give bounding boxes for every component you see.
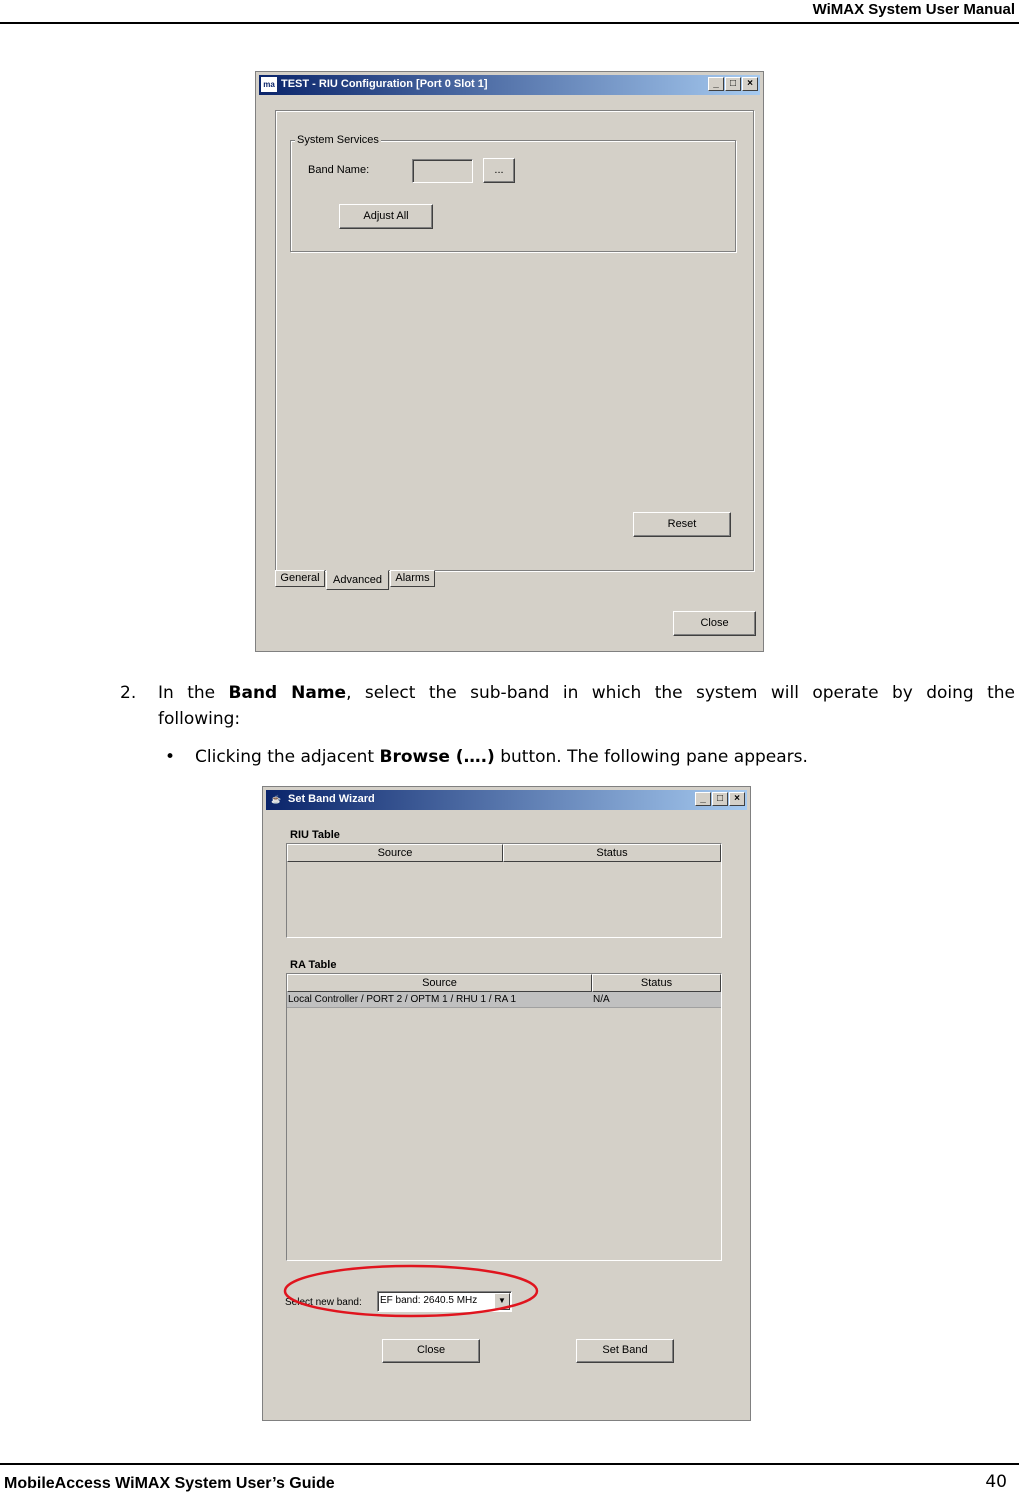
band-name-label: Band Name:	[308, 164, 370, 176]
riu-col-source[interactable]: Source	[287, 844, 503, 862]
bullet-text	[195, 744, 808, 770]
highlight-ellipse	[281, 1263, 541, 1319]
table-row[interactable]	[287, 992, 721, 1008]
ra-col-status[interactable]: Status	[592, 974, 721, 992]
riu-title-bar[interactable]	[259, 75, 760, 95]
ra-row-status: N/A	[593, 994, 610, 1005]
close-icon[interactable]: ×	[729, 792, 745, 806]
riu-col-status[interactable]: Status	[503, 844, 721, 862]
set-band-wizard-window	[262, 786, 751, 1421]
system-services-legend: System Services	[297, 134, 379, 146]
tab-advanced[interactable]: Advanced	[326, 570, 389, 590]
minimize-icon[interactable]: _	[708, 77, 724, 91]
system-services-group	[290, 140, 736, 252]
riu-close-button[interactable]: Close	[673, 611, 756, 636]
reset-button[interactable]: Reset	[633, 512, 731, 537]
band-select-value: EF band: 2640.5 MHz	[380, 1295, 478, 1306]
maximize-icon[interactable]: □	[725, 77, 741, 91]
page-footer	[0, 1463, 1019, 1498]
step-text-pre: In the	[158, 683, 229, 703]
step-text	[158, 680, 1015, 706]
band-name-field[interactable]	[412, 159, 473, 183]
tab-general[interactable]: General	[275, 570, 325, 587]
maximize-icon[interactable]: □	[712, 792, 728, 806]
browse-button[interactable]: ...	[483, 158, 515, 183]
select-band-label: Select new band:	[285, 1297, 362, 1308]
page-number: 40	[985, 1472, 1007, 1492]
step-text-post: , select the sub-band in which the system will operate by doing the	[346, 683, 1016, 703]
guide-title: MobileAccess WiMAX System User’s Guide	[4, 1475, 335, 1492]
riu-config-window	[255, 71, 764, 652]
app-logo-icon: ma	[261, 77, 277, 92]
close-icon[interactable]: ×	[742, 77, 758, 91]
step-text-bold: Band Name	[228, 683, 347, 703]
adjust-all-button[interactable]: Adjust All	[339, 204, 433, 229]
wizard-title-bar[interactable]	[266, 790, 747, 810]
ra-col-source[interactable]: Source	[287, 974, 592, 992]
manual-title: WiMAX System User Manual	[812, 1, 1015, 18]
wizard-window-title: Set Band Wizard	[288, 793, 375, 805]
set-band-button[interactable]: Set Band	[576, 1339, 674, 1363]
tab-alarms[interactable]: Alarms	[390, 570, 435, 587]
step-number: 2.	[120, 683, 137, 703]
java-cup-icon: ☕	[271, 795, 281, 804]
bullet-text-bold: Browse (….)	[379, 747, 495, 767]
wizard-close-button[interactable]: Close	[382, 1339, 480, 1363]
ra-table	[286, 973, 722, 1261]
minimize-icon[interactable]: _	[695, 792, 711, 806]
page-header	[0, 0, 1019, 24]
step-text-line2: following:	[158, 709, 241, 729]
ra-row-source: Local Controller / PORT 2 / OPTM 1 / RHU 1 / RA 1	[288, 994, 517, 1005]
riu-table-label: RIU Table	[290, 829, 340, 841]
bullet-dot: •	[165, 747, 176, 767]
bullet-text-post: button. The following pane appears.	[494, 747, 808, 767]
ra-table-label: RA Table	[290, 959, 337, 971]
riu-window-title: TEST - RIU Configuration [Port 0 Slot 1]	[281, 78, 488, 90]
bullet-text-pre: Clicking the adjacent	[195, 747, 380, 767]
chevron-down-icon[interactable]: ▼	[494, 1293, 510, 1310]
